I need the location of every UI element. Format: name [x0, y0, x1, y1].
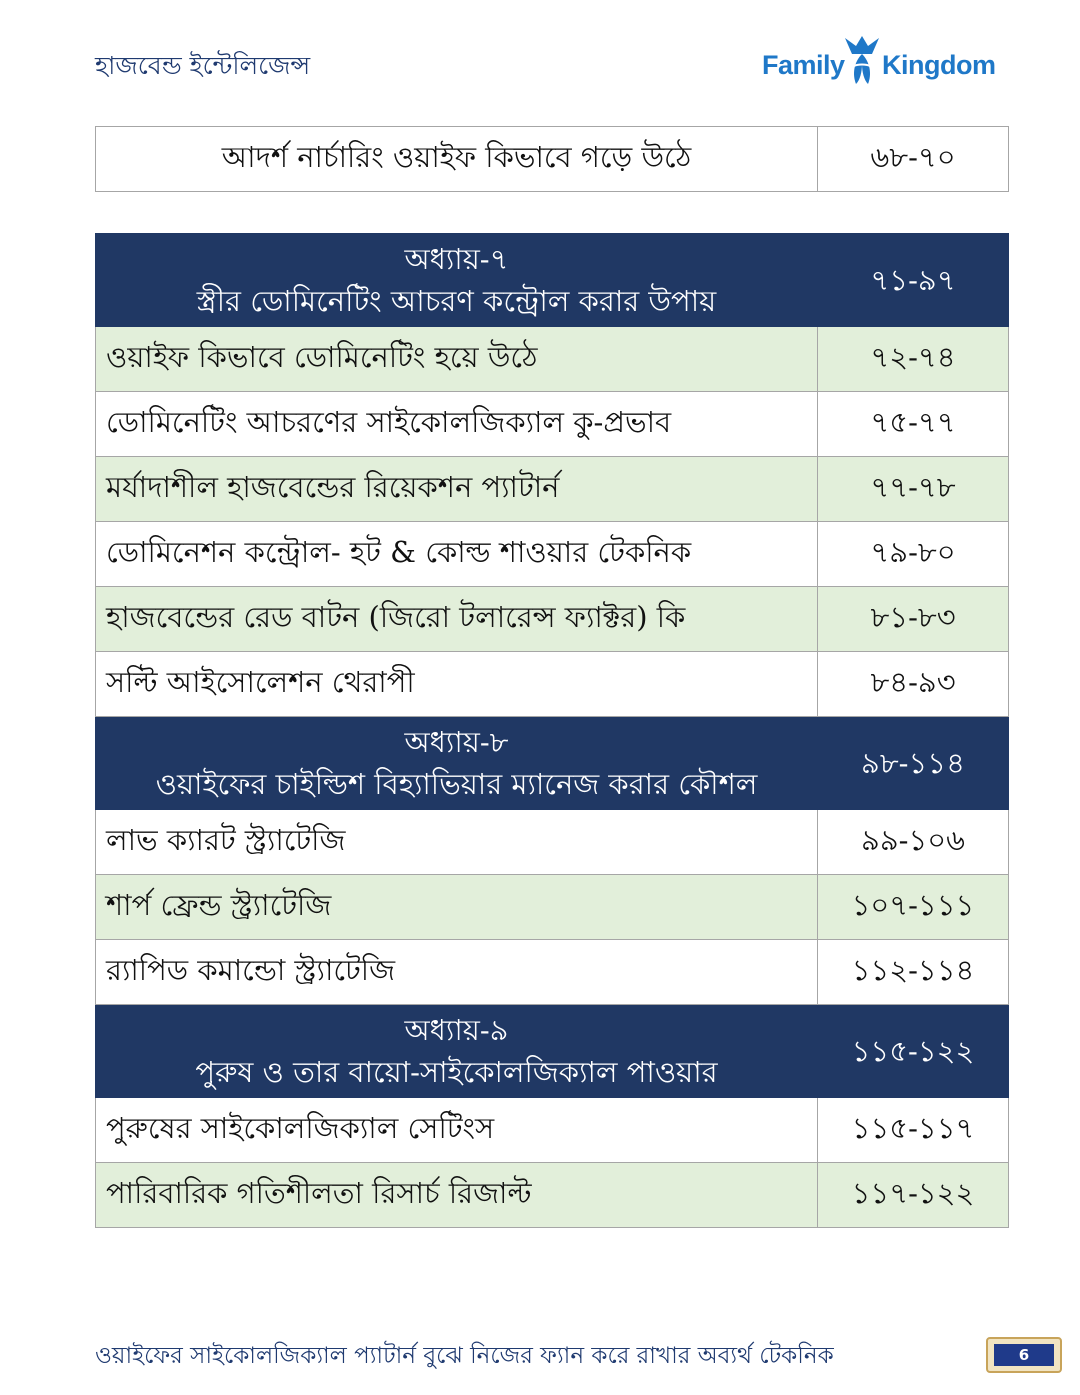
logo-emblem-icon	[842, 32, 882, 90]
toc-row	[96, 392, 1009, 457]
chapter-title: স্ত্রীর ডোমিনেটিং আচরণ কন্ট্রোল করার উপায়	[196, 284, 717, 318]
toc-row	[96, 940, 1009, 1005]
chapter-heading	[96, 717, 818, 810]
toc-table	[95, 233, 1009, 1228]
toc-item-title: শার্প ফ্রেন্ড স্ট্র্যাটেজি	[96, 875, 818, 940]
toc-item-title: পারিবারিক গতিশীলতা রিসার্চ রিজাল্ট	[96, 1163, 818, 1228]
toc-item-title: লাভ ক্যারট স্ট্র্যাটেজি	[96, 810, 818, 875]
toc-item-title: র‍্যাপিড কমান্ডো স্ট্র্যাটেজি	[96, 940, 818, 1005]
chapter-heading	[96, 234, 818, 327]
toc-table-continued	[95, 126, 1009, 192]
chapter-title: পুরুষ ও তার বায়ো-সাইকোলজিক্যাল পাওয়ার	[195, 1055, 718, 1089]
toc-item-title: ডোমিনেশন কন্ট্রোল- হট & কোল্ড শাওয়ার টেকনিক	[96, 522, 818, 587]
toc-row	[96, 327, 1009, 392]
toc-row	[96, 1163, 1009, 1228]
footer-tagline: ওয়াইফের সাইকোলজিক্যাল প্যাটার্ন বুঝে নিজের ফ্যান করে রাখার অব্যর্থ টেকনিক	[95, 1343, 834, 1369]
logo-word-family: Family	[762, 50, 845, 80]
chapter-row-8	[96, 717, 1009, 810]
toc-row	[96, 127, 1009, 192]
toc-item-pages: ৮১-৮৩	[818, 587, 1009, 652]
toc-item-pages: ১১২-১১৪	[818, 940, 1009, 1005]
toc-row	[96, 587, 1009, 652]
toc-row	[96, 875, 1009, 940]
page-number-badge	[986, 1337, 1062, 1373]
chapter-label: অধ্যায়-৮	[404, 725, 509, 759]
toc-row	[96, 810, 1009, 875]
chapter-title: ওয়াইফের চাইল্ডিশ বিহ্যাভিয়ার ম্যানেজ করার কৌশল	[155, 767, 758, 801]
toc-item-pages: ৮৪-৯৩	[818, 652, 1009, 717]
chapter-row-9	[96, 1005, 1009, 1098]
chapter-heading	[96, 1005, 818, 1098]
toc-item-title: ওয়াইফ কিভাবে ডোমিনেটিং হয়ে উঠে	[96, 327, 818, 392]
toc-item-pages: ৭২-৭৪	[818, 327, 1009, 392]
toc-item-title: মর্যাদাশীল হাজবেন্ডের রিয়েকশন প্যাটার্ন	[96, 457, 818, 522]
logo-word-kingdom: Kingdom	[882, 50, 996, 80]
toc-item-pages: ১১৭-১২২	[818, 1163, 1009, 1228]
toc-item-pages: ১০৭-১১১	[818, 875, 1009, 940]
family-kingdom-logo	[762, 32, 1002, 92]
toc-item-title: আদর্শ নার্চারিং ওয়াইফ কিভাবে গড়ে উঠে	[96, 127, 818, 192]
toc-item-pages: ৭৭-৭৮	[818, 457, 1009, 522]
toc-item-pages: ১১৫-১১৭	[818, 1098, 1009, 1163]
chapter-pages: ৯৮-১১৪	[818, 717, 1009, 810]
toc-row	[96, 1098, 1009, 1163]
toc-item-title: সল্টি আইসোলেশন থেরাপী	[96, 652, 818, 717]
toc-item-title: হাজবেন্ডের রেড বাটন (জিরো টলারেন্স ফ্যাক্টর) কি	[96, 587, 818, 652]
toc-item-pages: ৭৫-৭৭	[818, 392, 1009, 457]
chapter-row-7	[96, 234, 1009, 327]
toc-row	[96, 457, 1009, 522]
page-number: 6	[994, 1344, 1054, 1366]
toc-row	[96, 652, 1009, 717]
chapter-pages: ১১৫-১২২	[818, 1005, 1009, 1098]
toc-item-title: ডোমিনেটিং আচরণের সাইকোলজিক্যাল কু-প্রভাব	[96, 392, 818, 457]
chapter-label: অধ্যায়-৭	[404, 242, 509, 276]
chapter-label: অধ্যায়-৯	[404, 1013, 509, 1047]
book-title: হাজবেন্ড ইন্টেলিজেন্স	[95, 51, 311, 80]
toc-item-pages: ৭৯-৮০	[818, 522, 1009, 587]
toc-item-pages: ৯৯-১০৬	[818, 810, 1009, 875]
chapter-pages: ৭১-৯৭	[818, 234, 1009, 327]
toc-row	[96, 522, 1009, 587]
toc-item-title: পুরুষের সাইকোলজিক্যাল সেটিংস	[96, 1098, 818, 1163]
toc-item-pages: ৬৮-৭০	[818, 127, 1009, 192]
